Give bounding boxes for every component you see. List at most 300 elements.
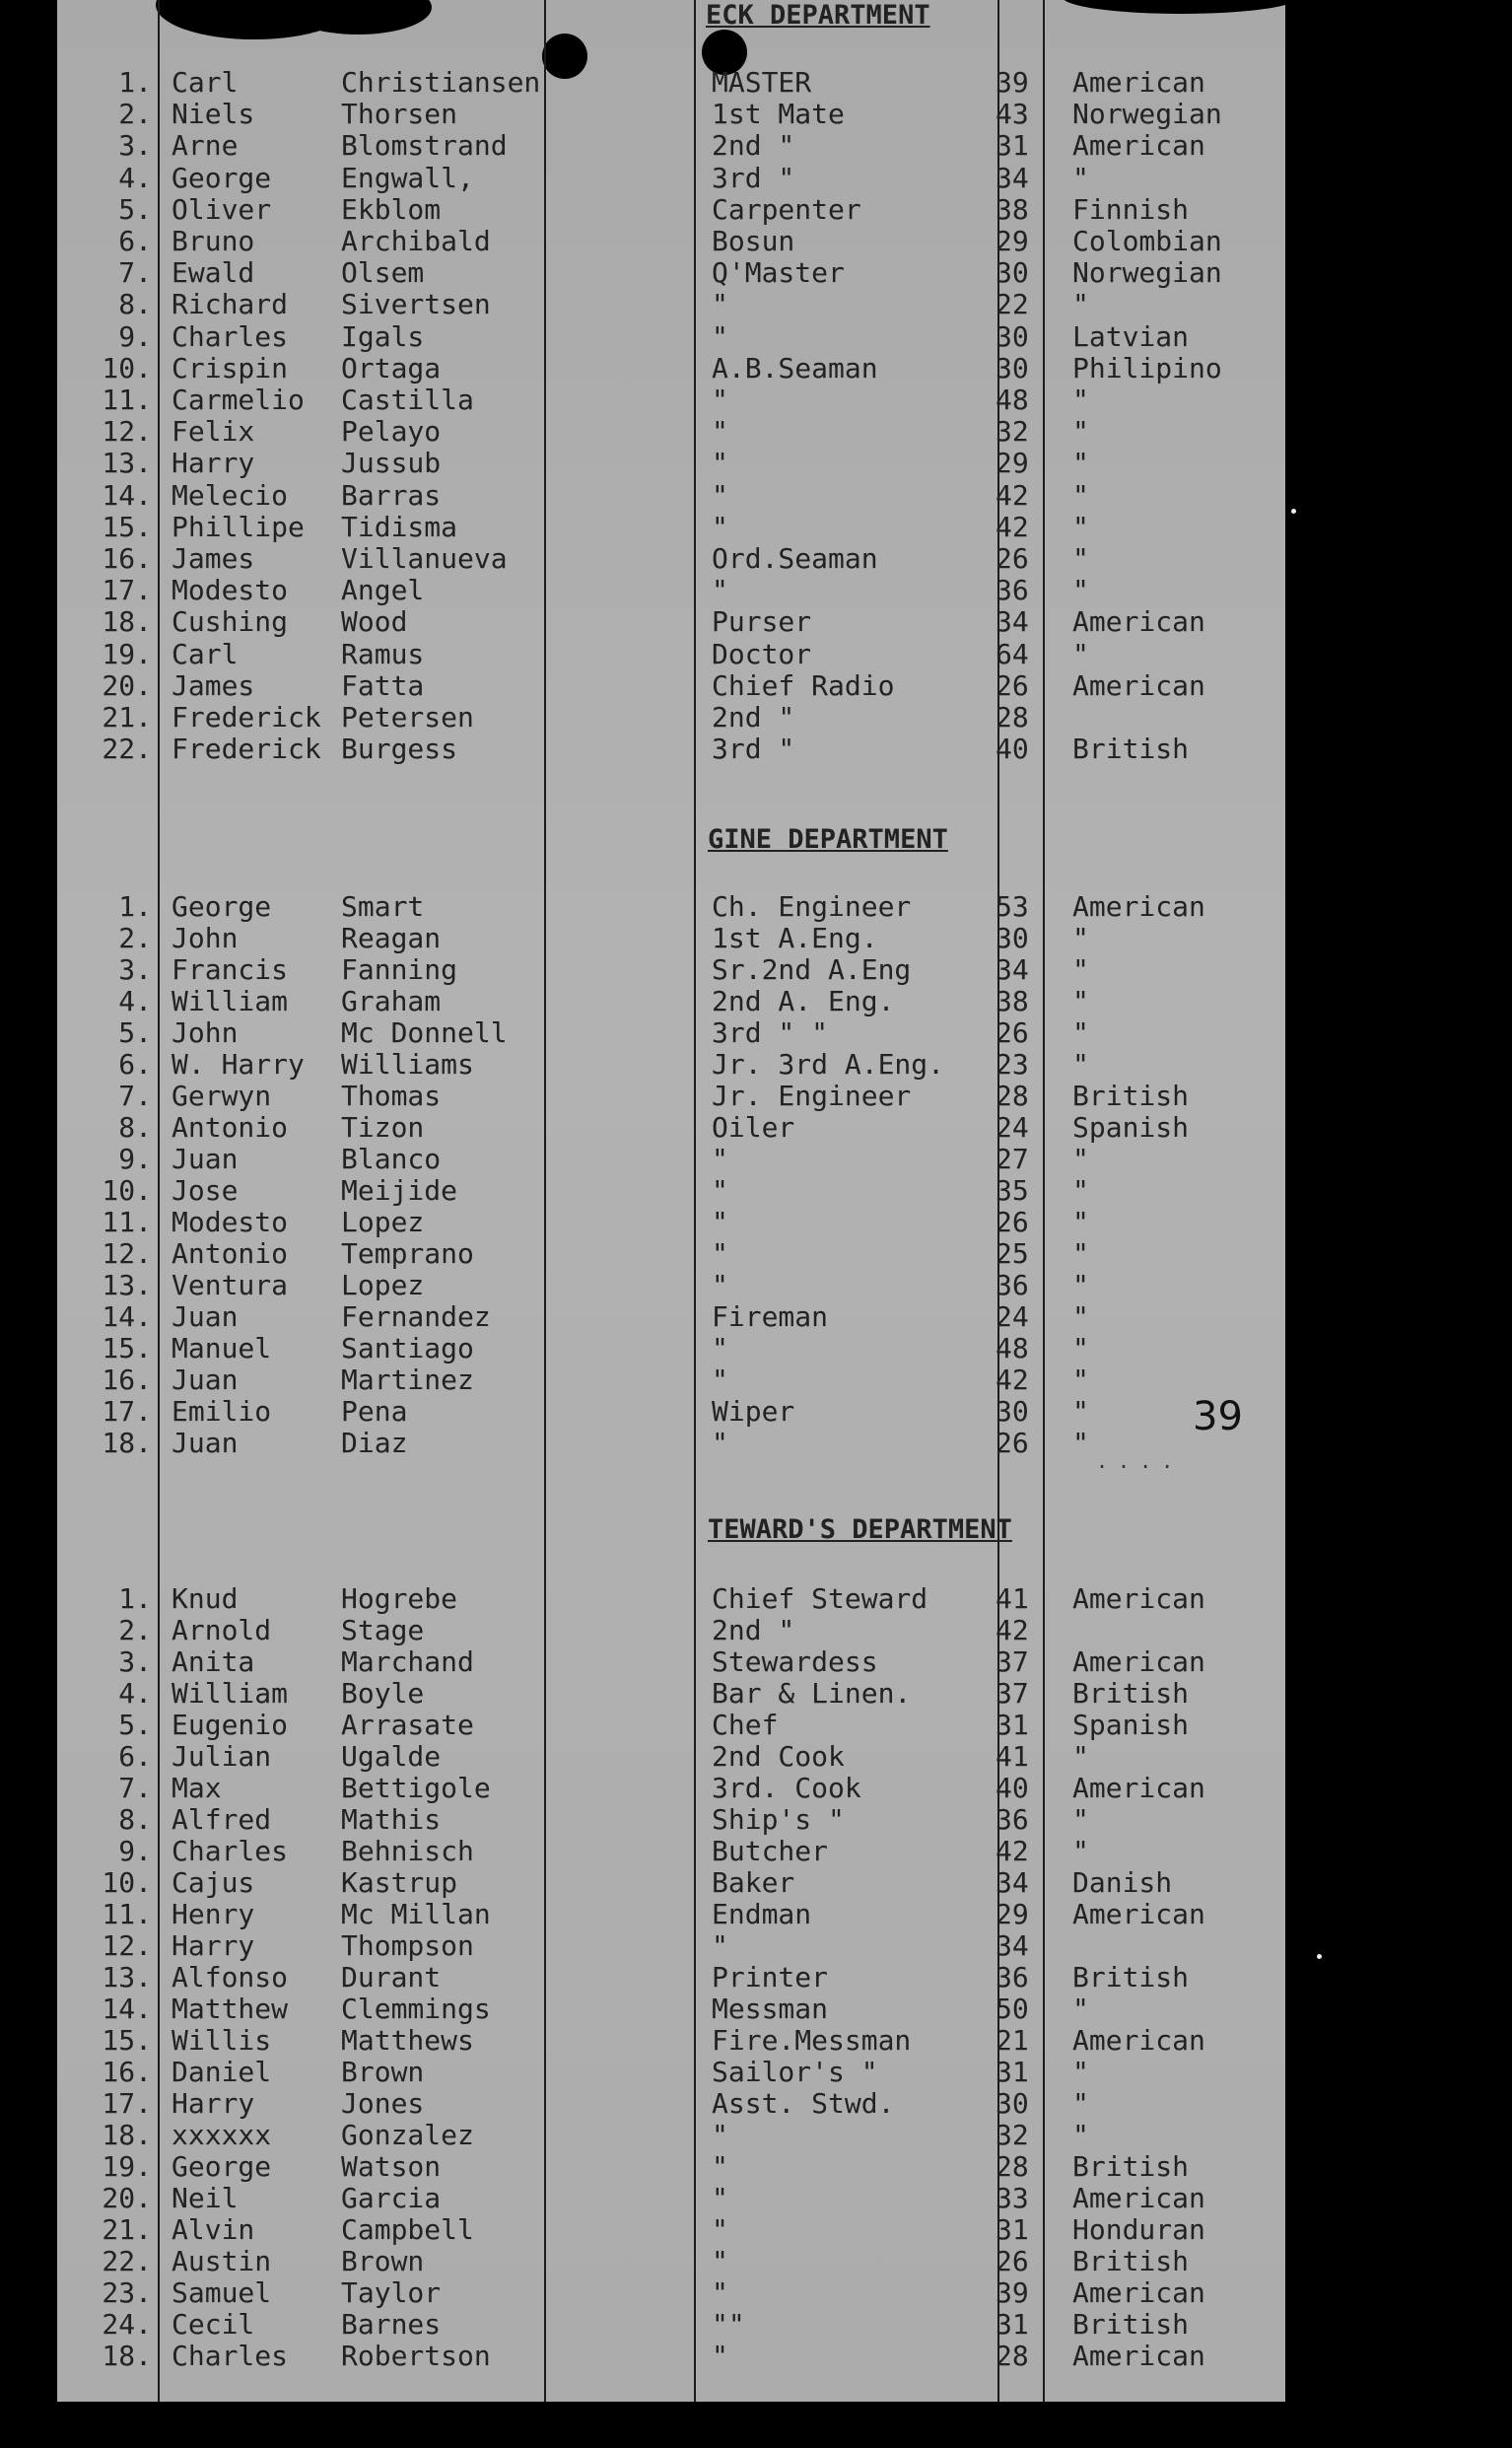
crew-first: Juan bbox=[172, 1300, 239, 1333]
crew-num: 24. bbox=[102, 2308, 152, 2341]
crew-age: 42 bbox=[996, 1614, 1029, 1646]
torn-edge bbox=[1063, 0, 1299, 14]
crew-first: Antonio bbox=[172, 1111, 289, 1144]
department-heading: GINE DEPARTMENT bbox=[708, 824, 948, 855]
crew-nat: " bbox=[1072, 542, 1089, 575]
crew-first: Francis bbox=[172, 953, 289, 986]
crew-row bbox=[0, 891, 1512, 923]
crew-row bbox=[0, 734, 1512, 765]
crew-nat: Philipino bbox=[1072, 352, 1222, 385]
crew-first: Charles bbox=[172, 1835, 289, 1867]
crew-first: Charles bbox=[172, 320, 289, 353]
crew-row bbox=[0, 130, 1512, 162]
crew-num: 16. bbox=[102, 542, 152, 575]
crew-rank: Stewardess bbox=[712, 1645, 878, 1678]
crew-rank: 2nd " bbox=[712, 701, 795, 734]
crew-age: 34 bbox=[996, 1929, 1029, 1962]
crew-num: 3. bbox=[118, 953, 152, 986]
crew-first: Arne bbox=[172, 129, 239, 162]
crew-last: Martinez bbox=[341, 1364, 474, 1396]
crew-row bbox=[0, 1017, 1512, 1049]
crew-last: Fatta bbox=[341, 669, 425, 702]
crew-first: George bbox=[172, 890, 272, 923]
crew-last: Robertson bbox=[341, 2340, 491, 2372]
crew-first: xxxxxx bbox=[172, 2119, 272, 2151]
crew-last: Pelayo bbox=[341, 415, 442, 448]
crew-num: 23. bbox=[102, 2276, 152, 2309]
crew-last: Ramus bbox=[341, 638, 425, 670]
crew-row bbox=[0, 1962, 1512, 1993]
crew-rank: Printer bbox=[712, 1961, 829, 1993]
crew-first: Modesto bbox=[172, 574, 289, 606]
crew-first: Harry bbox=[172, 2087, 255, 2120]
crew-rank: " bbox=[712, 320, 728, 353]
crew-age: 31 bbox=[996, 2213, 1029, 2246]
crew-row bbox=[0, 1804, 1512, 1836]
crew-rank: " bbox=[712, 479, 728, 512]
crew-num: 7. bbox=[118, 256, 152, 289]
crew-nat: " bbox=[1072, 447, 1089, 479]
crew-num: 15. bbox=[102, 2024, 152, 2057]
crew-num: 13. bbox=[102, 447, 152, 479]
crew-row bbox=[0, 67, 1512, 99]
crew-num: 4. bbox=[118, 985, 152, 1017]
crew-last: Garcia bbox=[341, 2182, 442, 2214]
crew-nat: American bbox=[1072, 1898, 1205, 1930]
crew-nat: " bbox=[1072, 1740, 1089, 1773]
crew-rank: 1st A.Eng. bbox=[712, 922, 878, 954]
crew-last: Jones bbox=[341, 2087, 425, 2120]
crew-row bbox=[0, 1773, 1512, 1804]
crew-first: Eugenio bbox=[172, 1709, 289, 1741]
crew-num: 18. bbox=[102, 2340, 152, 2372]
crew-age: 26 bbox=[996, 2245, 1029, 2277]
crew-num: 5. bbox=[118, 1016, 152, 1049]
crew-nat: " bbox=[1072, 162, 1089, 194]
crew-first: James bbox=[172, 669, 255, 702]
crew-rank: " bbox=[712, 447, 728, 479]
crew-num: 14. bbox=[102, 1993, 152, 2025]
crew-nat: " bbox=[1072, 1835, 1089, 1867]
crew-rank: 2nd " bbox=[712, 129, 795, 162]
crew-age: 42 bbox=[996, 479, 1029, 512]
crew-nat: " bbox=[1072, 1269, 1089, 1301]
crew-num: 22. bbox=[102, 733, 152, 765]
crew-num: 21. bbox=[102, 701, 152, 734]
crew-num: 18. bbox=[102, 2119, 152, 2151]
crew-first: Bruno bbox=[172, 225, 255, 257]
crew-first: Carl bbox=[172, 638, 239, 670]
crew-num: 8. bbox=[118, 1803, 152, 1836]
crew-last: Thorsen bbox=[341, 98, 458, 130]
crew-first: Frederick bbox=[172, 733, 321, 765]
crew-age: 25 bbox=[996, 1237, 1029, 1270]
crew-age: 38 bbox=[996, 193, 1029, 226]
crew-nat: American bbox=[1072, 1645, 1205, 1678]
crew-num: 7. bbox=[118, 1772, 152, 1804]
crew-last: Igals bbox=[341, 320, 425, 353]
crew-row bbox=[0, 512, 1512, 543]
crew-rank: 2nd A. Eng. bbox=[712, 985, 895, 1017]
crew-num: 8. bbox=[118, 288, 152, 320]
crew-last: Fernandez bbox=[341, 1300, 491, 1333]
crew-num: 5. bbox=[118, 1709, 152, 1741]
crew-nat: " bbox=[1072, 922, 1089, 954]
paper-speck bbox=[1291, 509, 1296, 514]
crew-last: Sivertsen bbox=[341, 288, 491, 320]
crew-nat: American bbox=[1072, 890, 1205, 923]
crew-nat: British bbox=[1072, 1080, 1190, 1112]
crew-rank: Chief Steward bbox=[712, 1582, 928, 1615]
crew-age: 48 bbox=[996, 384, 1029, 416]
crew-row bbox=[0, 2151, 1512, 2183]
crew-row bbox=[0, 2277, 1512, 2309]
crew-row bbox=[0, 1333, 1512, 1364]
crew-rank: " bbox=[712, 1364, 728, 1396]
crew-num: 14. bbox=[102, 1300, 152, 1333]
crew-nat: American bbox=[1072, 2182, 1205, 2214]
crew-age: 26 bbox=[996, 1016, 1029, 1049]
crew-row bbox=[0, 1899, 1512, 1930]
crew-last: Temprano bbox=[341, 1237, 474, 1270]
crew-last: Archibald bbox=[341, 225, 491, 257]
crew-age: 50 bbox=[996, 1993, 1029, 2025]
crew-nat: " bbox=[1072, 2056, 1089, 2088]
crew-num: 11. bbox=[102, 384, 152, 416]
crew-row bbox=[0, 2057, 1512, 2088]
crew-nat: " bbox=[1072, 1206, 1089, 1238]
crew-rank: Sr.2nd A.Eng bbox=[712, 953, 912, 986]
crew-first: Carmelio bbox=[172, 384, 305, 416]
crew-nat: " bbox=[1072, 1993, 1089, 2025]
crew-age: 32 bbox=[996, 415, 1029, 448]
crew-rank: " bbox=[712, 2245, 728, 2277]
crew-last: Clemmings bbox=[341, 1993, 491, 2025]
crew-rank: " bbox=[712, 1143, 728, 1175]
crew-last: Blomstrand bbox=[341, 129, 508, 162]
crew-row bbox=[0, 1678, 1512, 1710]
crew-nat: " bbox=[1072, 953, 1089, 986]
crew-last: Mc Millan bbox=[341, 1898, 491, 1930]
crew-rank: Endman bbox=[712, 1898, 812, 1930]
crew-num: 15. bbox=[102, 511, 152, 543]
crew-first: Cajus bbox=[172, 1866, 255, 1899]
crew-rank: Jr. 3rd A.Eng. bbox=[712, 1048, 945, 1081]
crew-last: Matthews bbox=[341, 2024, 474, 2057]
crew-age: 38 bbox=[996, 985, 1029, 1017]
crew-age: 39 bbox=[996, 66, 1029, 99]
crew-rank: " bbox=[712, 2213, 728, 2246]
crew-rank: Chef bbox=[712, 1709, 779, 1741]
crew-rank: 3rd. Cook bbox=[712, 1772, 861, 1804]
crew-num: 13. bbox=[102, 1961, 152, 1993]
crew-rank: " bbox=[712, 1332, 728, 1364]
crew-last: Boyle bbox=[341, 1677, 425, 1710]
crew-rank: Jr. Engineer bbox=[712, 1080, 912, 1112]
department-heading: ECK DEPARTMENT bbox=[706, 0, 930, 31]
crew-last: Williams bbox=[341, 1048, 474, 1081]
crew-row bbox=[0, 543, 1512, 575]
crew-row bbox=[0, 1993, 1512, 2025]
crew-num: 14. bbox=[102, 479, 152, 512]
crew-nat: American bbox=[1072, 605, 1205, 638]
crew-num: 15. bbox=[102, 1332, 152, 1364]
crew-last: Thompson bbox=[341, 1929, 474, 1962]
crew-last: Tidisma bbox=[341, 511, 458, 543]
crew-rank: " bbox=[712, 574, 728, 606]
crew-num: 20. bbox=[102, 2182, 152, 2214]
crew-first: Daniel bbox=[172, 2056, 272, 2088]
crew-rank: Chief Radio bbox=[712, 669, 895, 702]
crew-num: 7. bbox=[118, 1080, 152, 1112]
crew-rank: Sailor's " bbox=[712, 2056, 878, 2088]
crew-num: 11. bbox=[102, 1898, 152, 1930]
crew-last: Stage bbox=[341, 1614, 425, 1646]
crew-rank: "" bbox=[712, 2308, 745, 2341]
crew-row bbox=[0, 289, 1512, 320]
crew-row bbox=[0, 2025, 1512, 2057]
crew-nat: American bbox=[1072, 2024, 1205, 2057]
crew-num: 9. bbox=[118, 1143, 152, 1175]
crew-row bbox=[0, 1583, 1512, 1615]
crew-row bbox=[0, 2183, 1512, 2214]
crew-nat: " bbox=[1072, 415, 1089, 448]
crew-first: Niels bbox=[172, 98, 255, 130]
crew-first: Charles bbox=[172, 2340, 289, 2372]
crew-row bbox=[0, 2341, 1512, 2372]
crew-first: Cushing bbox=[172, 605, 289, 638]
crew-nat: British bbox=[1072, 1961, 1190, 1993]
crew-nat: Spanish bbox=[1072, 1709, 1190, 1741]
crew-num: 10. bbox=[102, 1174, 152, 1207]
crew-last: Engwall, bbox=[341, 162, 474, 194]
crew-last: Ekblom bbox=[341, 193, 442, 226]
crew-row bbox=[0, 1867, 1512, 1899]
crew-row bbox=[0, 1836, 1512, 1867]
crew-rank: 3rd " bbox=[712, 162, 795, 194]
crew-last: Taylor bbox=[341, 2276, 442, 2309]
crew-age: 31 bbox=[996, 2308, 1029, 2341]
crew-rank: " bbox=[712, 384, 728, 416]
crew-rank: Carpenter bbox=[712, 193, 861, 226]
crew-age: 35 bbox=[996, 1174, 1029, 1207]
crew-last: Brown bbox=[341, 2056, 425, 2088]
crew-age: 30 bbox=[996, 256, 1029, 289]
crew-first: Alfonso bbox=[172, 1961, 289, 1993]
page-number: 39 bbox=[1193, 1394, 1243, 1439]
crew-nat: British bbox=[1072, 2150, 1190, 2183]
crew-first: Richard bbox=[172, 288, 289, 320]
crew-nat: Finnish bbox=[1072, 193, 1190, 226]
crew-first: William bbox=[172, 1677, 289, 1710]
crew-num: 9. bbox=[118, 1835, 152, 1867]
crew-first: Neil bbox=[172, 2182, 239, 2214]
crew-rank: " bbox=[712, 1427, 728, 1459]
crew-age: 42 bbox=[996, 511, 1029, 543]
crew-first: Oliver bbox=[172, 193, 272, 226]
crew-age: 23 bbox=[996, 1048, 1029, 1081]
crew-row bbox=[0, 1646, 1512, 1678]
crew-first: Harry bbox=[172, 447, 255, 479]
crew-row bbox=[0, 1741, 1512, 1773]
crew-rank: 1st Mate bbox=[712, 98, 845, 130]
crew-age: 37 bbox=[996, 1677, 1029, 1710]
crew-row bbox=[0, 1930, 1512, 1962]
crew-num: 21. bbox=[102, 2213, 152, 2246]
crew-nat: American bbox=[1072, 2276, 1205, 2309]
crew-rank: Ord.Seaman bbox=[712, 542, 878, 575]
crew-num: 5. bbox=[118, 193, 152, 226]
crew-num: 6. bbox=[118, 1048, 152, 1081]
paper-speck bbox=[1317, 1954, 1322, 1959]
crew-rank: Asst. Stwd. bbox=[712, 2087, 895, 2120]
crew-rank: A.B.Seaman bbox=[712, 352, 878, 385]
crew-nat: British bbox=[1072, 733, 1190, 765]
crew-row bbox=[0, 1238, 1512, 1270]
crew-nat: American bbox=[1072, 66, 1205, 99]
crew-num: 1. bbox=[118, 890, 152, 923]
crew-age: 28 bbox=[996, 2340, 1029, 2372]
crew-rank: Doctor bbox=[712, 638, 812, 670]
crew-age: 53 bbox=[996, 890, 1029, 923]
crew-row bbox=[0, 416, 1512, 448]
crew-age: 26 bbox=[996, 669, 1029, 702]
crew-nat: " bbox=[1072, 2087, 1089, 2120]
crew-rank: " bbox=[712, 511, 728, 543]
crew-row bbox=[0, 1301, 1512, 1333]
crew-num: 19. bbox=[102, 2150, 152, 2183]
crew-age: 31 bbox=[996, 1709, 1029, 1741]
crew-nat: " bbox=[1072, 985, 1089, 1017]
crew-row bbox=[0, 639, 1512, 670]
crew-age: 24 bbox=[996, 1300, 1029, 1333]
crew-num: 11. bbox=[102, 1206, 152, 1238]
crew-rank: " bbox=[712, 2150, 728, 2183]
crew-age: 29 bbox=[996, 447, 1029, 479]
crew-age: 22 bbox=[996, 288, 1029, 320]
crew-num: 16. bbox=[102, 1364, 152, 1396]
crew-last: Christiansen bbox=[341, 66, 541, 99]
crew-row bbox=[0, 1144, 1512, 1175]
crew-rank: Ch. Engineer bbox=[712, 890, 912, 923]
crew-row bbox=[0, 986, 1512, 1017]
crew-last: Petersen bbox=[341, 701, 474, 734]
crew-first: John bbox=[172, 922, 239, 954]
crew-last: Jussub bbox=[341, 447, 442, 479]
crew-first: Max bbox=[172, 1772, 222, 1804]
crew-age: 21 bbox=[996, 2024, 1029, 2057]
crew-nat: " bbox=[1072, 574, 1089, 606]
crew-row bbox=[0, 353, 1512, 385]
crew-nat: " bbox=[1072, 1016, 1089, 1049]
crew-age: 33 bbox=[996, 2182, 1029, 2214]
crew-num: 4. bbox=[118, 162, 152, 194]
crew-num: 4. bbox=[118, 1677, 152, 1710]
crew-last: Durant bbox=[341, 1961, 442, 1993]
crew-nat: British bbox=[1072, 1677, 1190, 1710]
crew-num: 2. bbox=[118, 922, 152, 954]
crew-nat: " bbox=[1072, 1395, 1089, 1428]
crew-last: Kastrup bbox=[341, 1866, 458, 1899]
crew-nat: Norwegian bbox=[1072, 256, 1222, 289]
crew-last: Thomas bbox=[341, 1080, 442, 1112]
crew-first: Felix bbox=[172, 415, 255, 448]
crew-row bbox=[0, 99, 1512, 130]
crew-first: Henry bbox=[172, 1898, 255, 1930]
crew-age: 41 bbox=[996, 1740, 1029, 1773]
crew-nat: " bbox=[1072, 1143, 1089, 1175]
crew-num: 18. bbox=[102, 1427, 152, 1459]
crew-last: Ortaga bbox=[341, 352, 442, 385]
crew-first: Jose bbox=[172, 1174, 239, 1207]
crew-first: Carl bbox=[172, 66, 239, 99]
crew-row bbox=[0, 1710, 1512, 1741]
crew-age: 30 bbox=[996, 922, 1029, 954]
crew-first: Alfred bbox=[172, 1803, 272, 1836]
crew-num: 16. bbox=[102, 2056, 152, 2088]
crew-age: 29 bbox=[996, 225, 1029, 257]
crew-rank: " bbox=[712, 2182, 728, 2214]
crew-first: Phillipe bbox=[172, 511, 305, 543]
crew-last: Lopez bbox=[341, 1206, 425, 1238]
crew-num: 2. bbox=[118, 98, 152, 130]
crew-num: 18. bbox=[102, 605, 152, 638]
crew-row bbox=[0, 163, 1512, 194]
crew-row bbox=[0, 2246, 1512, 2277]
crew-rank: " bbox=[712, 1206, 728, 1238]
crew-first: Willis bbox=[172, 2024, 272, 2057]
crew-rank: Fire.Messman bbox=[712, 2024, 912, 2057]
crew-last: Villanueva bbox=[341, 542, 508, 575]
crew-rank: " bbox=[712, 1269, 728, 1301]
crew-row bbox=[0, 1049, 1512, 1081]
crew-first: Matthew bbox=[172, 1993, 289, 2025]
crew-row bbox=[0, 1081, 1512, 1112]
crew-row bbox=[0, 194, 1512, 226]
crew-nat: Danish bbox=[1072, 1866, 1173, 1899]
crew-first: Gerwyn bbox=[172, 1080, 272, 1112]
crew-nat: " bbox=[1072, 2119, 1089, 2151]
crew-age: 42 bbox=[996, 1835, 1029, 1867]
crew-first: William bbox=[172, 985, 289, 1017]
crew-row bbox=[0, 1396, 1512, 1428]
crew-nat: " bbox=[1072, 1300, 1089, 1333]
crew-age: 40 bbox=[996, 1772, 1029, 1804]
crew-age: 37 bbox=[996, 1645, 1029, 1678]
crew-last: Barnes bbox=[341, 2308, 442, 2341]
crew-row bbox=[0, 321, 1512, 353]
crew-nat: " bbox=[1072, 1174, 1089, 1207]
crew-first: Modesto bbox=[172, 1206, 289, 1238]
crew-first: Antonio bbox=[172, 1237, 289, 1270]
crew-row bbox=[0, 448, 1512, 479]
crew-row bbox=[0, 923, 1512, 954]
crew-age: 28 bbox=[996, 2150, 1029, 2183]
crew-num: 17. bbox=[102, 574, 152, 606]
crew-first: Ewald bbox=[172, 256, 255, 289]
crew-rank: Fireman bbox=[712, 1300, 829, 1333]
crew-nat: " bbox=[1072, 1364, 1089, 1396]
crew-last: Burgess bbox=[341, 733, 458, 765]
crew-first: Arnold bbox=[172, 1614, 272, 1646]
crew-last: Meijide bbox=[341, 1174, 458, 1207]
crew-last: Olsem bbox=[341, 256, 425, 289]
crew-num: 1. bbox=[118, 66, 152, 99]
crew-age: 34 bbox=[996, 605, 1029, 638]
crew-age: 24 bbox=[996, 1111, 1029, 1144]
crew-first: Knud bbox=[172, 1582, 239, 1615]
crew-row bbox=[0, 2309, 1512, 2341]
